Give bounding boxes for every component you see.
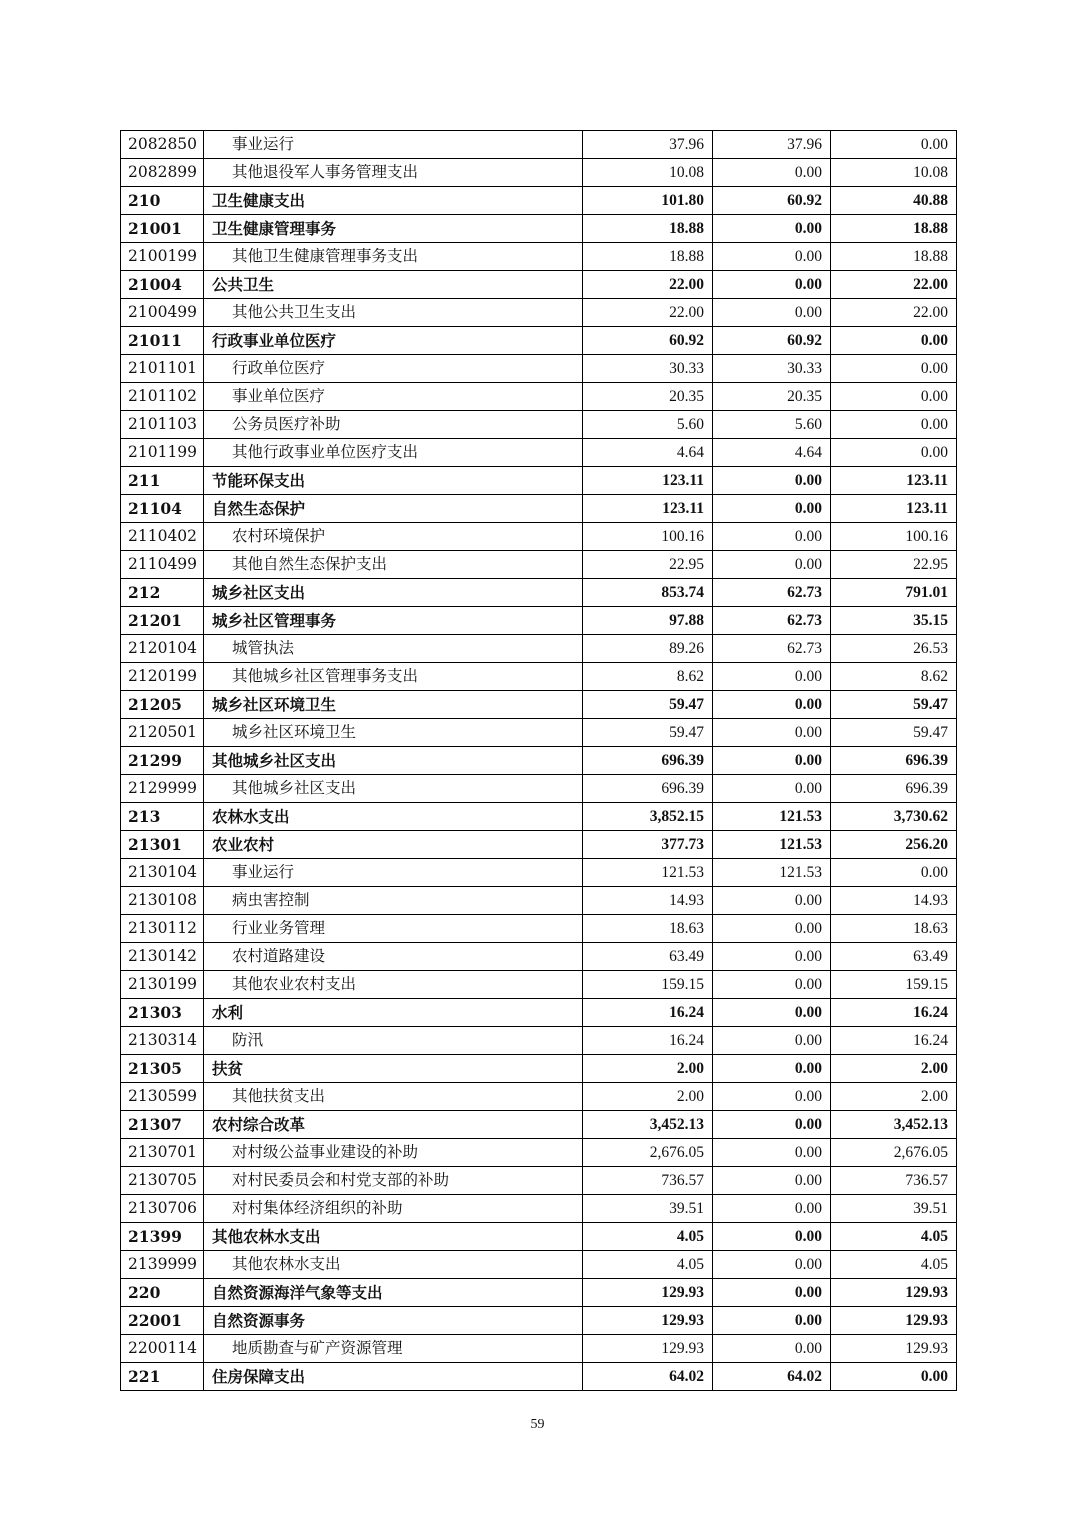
total-amount-cell: 20.35 bbox=[583, 383, 713, 411]
function-name-cell: 公共卫生 bbox=[204, 271, 583, 299]
project-expenditure-cell: 123.11 bbox=[831, 495, 957, 523]
project-expenditure-cell: 8.62 bbox=[831, 663, 957, 691]
function-code-cell: 2130705 bbox=[121, 1167, 204, 1195]
project-expenditure-cell: 0.00 bbox=[831, 383, 957, 411]
project-expenditure-cell: 22.95 bbox=[831, 551, 957, 579]
function-code-cell: 21399 bbox=[121, 1223, 204, 1251]
total-amount-cell: 22.95 bbox=[583, 551, 713, 579]
total-amount-cell: 30.33 bbox=[583, 355, 713, 383]
function-code-cell: 2200114 bbox=[121, 1335, 204, 1363]
basic-expenditure-cell: 0.00 bbox=[713, 887, 831, 915]
basic-expenditure-cell: 0.00 bbox=[713, 1139, 831, 1167]
function-code-cell: 22001 bbox=[121, 1307, 204, 1335]
function-name-cell: 扶贫 bbox=[204, 1055, 583, 1083]
basic-expenditure-cell: 0.00 bbox=[713, 1223, 831, 1251]
function-name-cell: 其他农林水支出 bbox=[204, 1251, 583, 1279]
basic-expenditure-cell: 0.00 bbox=[713, 467, 831, 495]
function-name-cell: 事业运行 bbox=[204, 859, 583, 887]
basic-expenditure-cell: 0.00 bbox=[713, 299, 831, 327]
basic-expenditure-cell: 62.73 bbox=[713, 607, 831, 635]
function-name-cell: 其他自然生态保护支出 bbox=[204, 551, 583, 579]
function-name-cell: 城乡社区管理事务 bbox=[204, 607, 583, 635]
basic-expenditure-cell: 0.00 bbox=[713, 1055, 831, 1083]
basic-expenditure-cell: 0.00 bbox=[713, 691, 831, 719]
page-number: 59 bbox=[530, 1417, 545, 1432]
table-row bbox=[121, 1251, 957, 1279]
project-expenditure-cell: 4.05 bbox=[831, 1223, 957, 1251]
basic-expenditure-cell: 62.73 bbox=[713, 635, 831, 663]
table-row bbox=[121, 523, 957, 551]
function-name-cell: 城乡社区支出 bbox=[204, 579, 583, 607]
total-amount-cell: 16.24 bbox=[583, 999, 713, 1027]
function-name-cell: 其他退役军人事务管理支出 bbox=[204, 159, 583, 187]
function-name-cell: 农业农村 bbox=[204, 831, 583, 859]
project-expenditure-cell: 100.16 bbox=[831, 523, 957, 551]
basic-expenditure-cell: 0.00 bbox=[713, 495, 831, 523]
basic-expenditure-cell: 64.02 bbox=[713, 1363, 831, 1391]
total-amount-cell: 97.88 bbox=[583, 607, 713, 635]
project-expenditure-cell: 129.93 bbox=[831, 1307, 957, 1335]
project-expenditure-cell: 0.00 bbox=[831, 131, 957, 159]
project-expenditure-cell: 129.93 bbox=[831, 1279, 957, 1307]
total-amount-cell: 89.26 bbox=[583, 635, 713, 663]
project-expenditure-cell: 16.24 bbox=[831, 999, 957, 1027]
project-expenditure-cell: 2.00 bbox=[831, 1055, 957, 1083]
total-amount-cell: 2.00 bbox=[583, 1055, 713, 1083]
project-expenditure-cell: 22.00 bbox=[831, 271, 957, 299]
basic-expenditure-cell: 121.53 bbox=[713, 831, 831, 859]
function-code-cell: 2130112 bbox=[121, 915, 204, 943]
table-row bbox=[121, 215, 957, 243]
function-code-cell: 21307 bbox=[121, 1111, 204, 1139]
total-amount-cell: 59.47 bbox=[583, 691, 713, 719]
basic-expenditure-cell: 0.00 bbox=[713, 775, 831, 803]
table-row bbox=[121, 579, 957, 607]
total-amount-cell: 100.16 bbox=[583, 523, 713, 551]
function-name-cell: 卫生健康支出 bbox=[204, 187, 583, 215]
project-expenditure-cell: 0.00 bbox=[831, 327, 957, 355]
function-name-cell: 农村综合改革 bbox=[204, 1111, 583, 1139]
table-row bbox=[121, 411, 957, 439]
project-expenditure-cell: 0.00 bbox=[831, 859, 957, 887]
total-amount-cell: 37.96 bbox=[583, 131, 713, 159]
total-amount-cell: 39.51 bbox=[583, 1195, 713, 1223]
table-row bbox=[121, 1307, 957, 1335]
total-amount-cell: 121.53 bbox=[583, 859, 713, 887]
function-name-cell: 行政事业单位医疗 bbox=[204, 327, 583, 355]
basic-expenditure-cell: 0.00 bbox=[713, 159, 831, 187]
basic-expenditure-cell: 30.33 bbox=[713, 355, 831, 383]
function-name-cell: 水利 bbox=[204, 999, 583, 1027]
basic-expenditure-cell: 121.53 bbox=[713, 803, 831, 831]
total-amount-cell: 2.00 bbox=[583, 1083, 713, 1111]
table-row bbox=[121, 1055, 957, 1083]
function-code-cell: 2130314 bbox=[121, 1027, 204, 1055]
total-amount-cell: 123.11 bbox=[583, 467, 713, 495]
project-expenditure-cell: 59.47 bbox=[831, 691, 957, 719]
total-amount-cell: 101.80 bbox=[583, 187, 713, 215]
basic-expenditure-cell: 0.00 bbox=[713, 1083, 831, 1111]
basic-expenditure-cell: 0.00 bbox=[713, 1167, 831, 1195]
function-code-cell: 210 bbox=[121, 187, 204, 215]
function-code-cell: 2101199 bbox=[121, 439, 204, 467]
basic-expenditure-cell: 0.00 bbox=[713, 999, 831, 1027]
table-row bbox=[121, 1279, 957, 1307]
table-row bbox=[121, 607, 957, 635]
table-row bbox=[121, 243, 957, 271]
function-name-cell: 城管执法 bbox=[204, 635, 583, 663]
table-row bbox=[121, 691, 957, 719]
table-row bbox=[121, 831, 957, 859]
basic-expenditure-cell: 0.00 bbox=[713, 1195, 831, 1223]
basic-expenditure-cell: 0.00 bbox=[713, 1307, 831, 1335]
project-expenditure-cell: 736.57 bbox=[831, 1167, 957, 1195]
table-row bbox=[121, 999, 957, 1027]
function-name-cell: 行业业务管理 bbox=[204, 915, 583, 943]
total-amount-cell: 22.00 bbox=[583, 271, 713, 299]
basic-expenditure-cell: 0.00 bbox=[713, 243, 831, 271]
function-code-cell: 21004 bbox=[121, 271, 204, 299]
table-row bbox=[121, 467, 957, 495]
total-amount-cell: 64.02 bbox=[583, 1363, 713, 1391]
total-amount-cell: 129.93 bbox=[583, 1307, 713, 1335]
project-expenditure-cell: 59.47 bbox=[831, 719, 957, 747]
function-code-cell: 21299 bbox=[121, 747, 204, 775]
project-expenditure-cell: 0.00 bbox=[831, 355, 957, 383]
total-amount-cell: 18.88 bbox=[583, 243, 713, 271]
function-name-cell: 其他扶贫支出 bbox=[204, 1083, 583, 1111]
total-amount-cell: 4.05 bbox=[583, 1223, 713, 1251]
function-name-cell: 其他城乡社区支出 bbox=[204, 775, 583, 803]
function-code-cell: 2101101 bbox=[121, 355, 204, 383]
project-expenditure-cell: 10.08 bbox=[831, 159, 957, 187]
function-name-cell: 城乡社区环境卫生 bbox=[204, 719, 583, 747]
project-expenditure-cell: 696.39 bbox=[831, 775, 957, 803]
table-row bbox=[121, 299, 957, 327]
table-row bbox=[121, 187, 957, 215]
table-row bbox=[121, 271, 957, 299]
function-code-cell: 2100199 bbox=[121, 243, 204, 271]
table-row bbox=[121, 327, 957, 355]
function-name-cell: 其他农林水支出 bbox=[204, 1223, 583, 1251]
table-row bbox=[121, 1167, 957, 1195]
function-name-cell: 事业单位医疗 bbox=[204, 383, 583, 411]
function-code-cell: 2082899 bbox=[121, 159, 204, 187]
basic-expenditure-cell: 0.00 bbox=[713, 971, 831, 999]
table-row bbox=[121, 159, 957, 187]
total-amount-cell: 123.11 bbox=[583, 495, 713, 523]
function-name-cell: 节能环保支出 bbox=[204, 467, 583, 495]
project-expenditure-cell: 26.53 bbox=[831, 635, 957, 663]
table-row bbox=[121, 971, 957, 999]
table-row bbox=[121, 663, 957, 691]
basic-expenditure-cell: 0.00 bbox=[713, 215, 831, 243]
total-amount-cell: 129.93 bbox=[583, 1279, 713, 1307]
function-code-cell: 2082850 bbox=[121, 131, 204, 159]
function-name-cell: 病虫害控制 bbox=[204, 887, 583, 915]
function-name-cell: 农村道路建设 bbox=[204, 943, 583, 971]
basic-expenditure-cell: 4.64 bbox=[713, 439, 831, 467]
function-name-cell: 自然资源事务 bbox=[204, 1307, 583, 1335]
total-amount-cell: 159.15 bbox=[583, 971, 713, 999]
function-code-cell: 2130108 bbox=[121, 887, 204, 915]
basic-expenditure-cell: 62.73 bbox=[713, 579, 831, 607]
function-name-cell: 住房保障支出 bbox=[204, 1363, 583, 1391]
table-row bbox=[121, 551, 957, 579]
table-row bbox=[121, 943, 957, 971]
total-amount-cell: 4.05 bbox=[583, 1251, 713, 1279]
function-name-cell: 地质勘查与矿产资源管理 bbox=[204, 1335, 583, 1363]
project-expenditure-cell: 3,452.13 bbox=[831, 1111, 957, 1139]
table-row bbox=[121, 887, 957, 915]
function-code-cell: 21305 bbox=[121, 1055, 204, 1083]
function-code-cell: 221 bbox=[121, 1363, 204, 1391]
function-code-cell: 2101102 bbox=[121, 383, 204, 411]
total-amount-cell: 5.60 bbox=[583, 411, 713, 439]
function-name-cell: 防汛 bbox=[204, 1027, 583, 1055]
project-expenditure-cell: 22.00 bbox=[831, 299, 957, 327]
project-expenditure-cell: 63.49 bbox=[831, 943, 957, 971]
basic-expenditure-cell: 0.00 bbox=[713, 943, 831, 971]
function-code-cell: 220 bbox=[121, 1279, 204, 1307]
table-row bbox=[121, 635, 957, 663]
total-amount-cell: 853.74 bbox=[583, 579, 713, 607]
basic-expenditure-cell: 0.00 bbox=[713, 271, 831, 299]
table-row bbox=[121, 1195, 957, 1223]
function-code-cell: 2139999 bbox=[121, 1251, 204, 1279]
project-expenditure-cell: 39.51 bbox=[831, 1195, 957, 1223]
function-code-cell: 2130142 bbox=[121, 943, 204, 971]
function-code-cell: 213 bbox=[121, 803, 204, 831]
total-amount-cell: 18.63 bbox=[583, 915, 713, 943]
basic-expenditure-cell: 0.00 bbox=[713, 663, 831, 691]
basic-expenditure-cell: 121.53 bbox=[713, 859, 831, 887]
function-code-cell: 2120104 bbox=[121, 635, 204, 663]
function-code-cell: 2129999 bbox=[121, 775, 204, 803]
table-row bbox=[121, 719, 957, 747]
function-code-cell: 2110402 bbox=[121, 523, 204, 551]
function-code-cell: 21201 bbox=[121, 607, 204, 635]
function-name-cell: 其他公共卫生支出 bbox=[204, 299, 583, 327]
function-code-cell: 2130599 bbox=[121, 1083, 204, 1111]
project-expenditure-cell: 256.20 bbox=[831, 831, 957, 859]
project-expenditure-cell: 4.05 bbox=[831, 1251, 957, 1279]
function-name-cell: 对村民委员会和村党支部的补助 bbox=[204, 1167, 583, 1195]
project-expenditure-cell: 16.24 bbox=[831, 1027, 957, 1055]
table-row bbox=[121, 495, 957, 523]
basic-expenditure-cell: 20.35 bbox=[713, 383, 831, 411]
total-amount-cell: 377.73 bbox=[583, 831, 713, 859]
project-expenditure-cell: 129.93 bbox=[831, 1335, 957, 1363]
function-name-cell: 行政单位医疗 bbox=[204, 355, 583, 383]
function-code-cell: 2120501 bbox=[121, 719, 204, 747]
total-amount-cell: 60.92 bbox=[583, 327, 713, 355]
basic-expenditure-cell: 0.00 bbox=[713, 747, 831, 775]
table-row bbox=[121, 1335, 957, 1363]
project-expenditure-cell: 0.00 bbox=[831, 411, 957, 439]
table-row bbox=[121, 1027, 957, 1055]
project-expenditure-cell: 18.88 bbox=[831, 215, 957, 243]
table-row bbox=[121, 1139, 957, 1167]
basic-expenditure-cell: 5.60 bbox=[713, 411, 831, 439]
table-row bbox=[121, 803, 957, 831]
function-name-cell: 事业运行 bbox=[204, 131, 583, 159]
function-name-cell: 其他行政事业单位医疗支出 bbox=[204, 439, 583, 467]
basic-expenditure-cell: 0.00 bbox=[713, 523, 831, 551]
function-code-cell: 2130199 bbox=[121, 971, 204, 999]
table-row bbox=[121, 859, 957, 887]
function-name-cell: 其他卫生健康管理事务支出 bbox=[204, 243, 583, 271]
total-amount-cell: 14.93 bbox=[583, 887, 713, 915]
total-amount-cell: 18.88 bbox=[583, 215, 713, 243]
project-expenditure-cell: 0.00 bbox=[831, 439, 957, 467]
total-amount-cell: 129.93 bbox=[583, 1335, 713, 1363]
total-amount-cell: 4.64 bbox=[583, 439, 713, 467]
table-row bbox=[121, 355, 957, 383]
function-name-cell: 自然生态保护 bbox=[204, 495, 583, 523]
project-expenditure-cell: 2.00 bbox=[831, 1083, 957, 1111]
table-row bbox=[121, 1223, 957, 1251]
basic-expenditure-cell: 0.00 bbox=[713, 1335, 831, 1363]
basic-expenditure-cell: 37.96 bbox=[713, 131, 831, 159]
function-code-cell: 21001 bbox=[121, 215, 204, 243]
function-code-cell: 2100499 bbox=[121, 299, 204, 327]
table-row bbox=[121, 1083, 957, 1111]
function-name-cell: 城乡社区环境卫生 bbox=[204, 691, 583, 719]
function-name-cell: 对村集体经济组织的补助 bbox=[204, 1195, 583, 1223]
basic-expenditure-cell: 0.00 bbox=[713, 1279, 831, 1307]
project-expenditure-cell: 2,676.05 bbox=[831, 1139, 957, 1167]
function-code-cell: 211 bbox=[121, 467, 204, 495]
project-expenditure-cell: 35.15 bbox=[831, 607, 957, 635]
total-amount-cell: 3,852.15 bbox=[583, 803, 713, 831]
function-code-cell: 2130706 bbox=[121, 1195, 204, 1223]
function-code-cell: 21104 bbox=[121, 495, 204, 523]
total-amount-cell: 10.08 bbox=[583, 159, 713, 187]
project-expenditure-cell: 18.88 bbox=[831, 243, 957, 271]
function-name-cell: 公务员医疗补助 bbox=[204, 411, 583, 439]
function-name-cell: 其他城乡社区管理事务支出 bbox=[204, 663, 583, 691]
basic-expenditure-cell: 60.92 bbox=[713, 187, 831, 215]
table-row bbox=[121, 383, 957, 411]
function-name-cell: 自然资源海洋气象等支出 bbox=[204, 1279, 583, 1307]
table-row bbox=[121, 747, 957, 775]
table-row bbox=[121, 131, 957, 159]
basic-expenditure-cell: 0.00 bbox=[713, 551, 831, 579]
total-amount-cell: 63.49 bbox=[583, 943, 713, 971]
project-expenditure-cell: 159.15 bbox=[831, 971, 957, 999]
function-code-cell: 2130701 bbox=[121, 1139, 204, 1167]
function-name-cell: 其他城乡社区支出 bbox=[204, 747, 583, 775]
project-expenditure-cell: 0.00 bbox=[831, 1363, 957, 1391]
total-amount-cell: 8.62 bbox=[583, 663, 713, 691]
function-name-cell: 对村级公益事业建设的补助 bbox=[204, 1139, 583, 1167]
table-row bbox=[121, 775, 957, 803]
project-expenditure-cell: 18.63 bbox=[831, 915, 957, 943]
total-amount-cell: 696.39 bbox=[583, 747, 713, 775]
project-expenditure-cell: 696.39 bbox=[831, 747, 957, 775]
function-name-cell: 其他农业农村支出 bbox=[204, 971, 583, 999]
table-row bbox=[121, 1111, 957, 1139]
project-expenditure-cell: 14.93 bbox=[831, 887, 957, 915]
total-amount-cell: 736.57 bbox=[583, 1167, 713, 1195]
total-amount-cell: 2,676.05 bbox=[583, 1139, 713, 1167]
basic-expenditure-cell: 0.00 bbox=[713, 915, 831, 943]
budget-table-body bbox=[121, 131, 957, 1391]
project-expenditure-cell: 791.01 bbox=[831, 579, 957, 607]
table-row bbox=[121, 1363, 957, 1391]
basic-expenditure-cell: 60.92 bbox=[713, 327, 831, 355]
function-code-cell: 2130104 bbox=[121, 859, 204, 887]
table-row bbox=[121, 915, 957, 943]
table-row bbox=[121, 439, 957, 467]
total-amount-cell: 22.00 bbox=[583, 299, 713, 327]
basic-expenditure-cell: 0.00 bbox=[713, 1111, 831, 1139]
function-name-cell: 农林水支出 bbox=[204, 803, 583, 831]
total-amount-cell: 696.39 bbox=[583, 775, 713, 803]
budget-table bbox=[120, 130, 957, 1391]
project-expenditure-cell: 123.11 bbox=[831, 467, 957, 495]
function-code-cell: 21303 bbox=[121, 999, 204, 1027]
total-amount-cell: 16.24 bbox=[583, 1027, 713, 1055]
function-code-cell: 21205 bbox=[121, 691, 204, 719]
project-expenditure-cell: 40.88 bbox=[831, 187, 957, 215]
project-expenditure-cell: 3,730.62 bbox=[831, 803, 957, 831]
function-code-cell: 2101103 bbox=[121, 411, 204, 439]
function-code-cell: 21301 bbox=[121, 831, 204, 859]
total-amount-cell: 59.47 bbox=[583, 719, 713, 747]
total-amount-cell: 3,452.13 bbox=[583, 1111, 713, 1139]
function-code-cell: 2120199 bbox=[121, 663, 204, 691]
function-name-cell: 卫生健康管理事务 bbox=[204, 215, 583, 243]
function-code-cell: 212 bbox=[121, 579, 204, 607]
function-name-cell: 农村环境保护 bbox=[204, 523, 583, 551]
basic-expenditure-cell: 0.00 bbox=[713, 719, 831, 747]
basic-expenditure-cell: 0.00 bbox=[713, 1027, 831, 1055]
function-code-cell: 21011 bbox=[121, 327, 204, 355]
basic-expenditure-cell: 0.00 bbox=[713, 1251, 831, 1279]
function-code-cell: 2110499 bbox=[121, 551, 204, 579]
